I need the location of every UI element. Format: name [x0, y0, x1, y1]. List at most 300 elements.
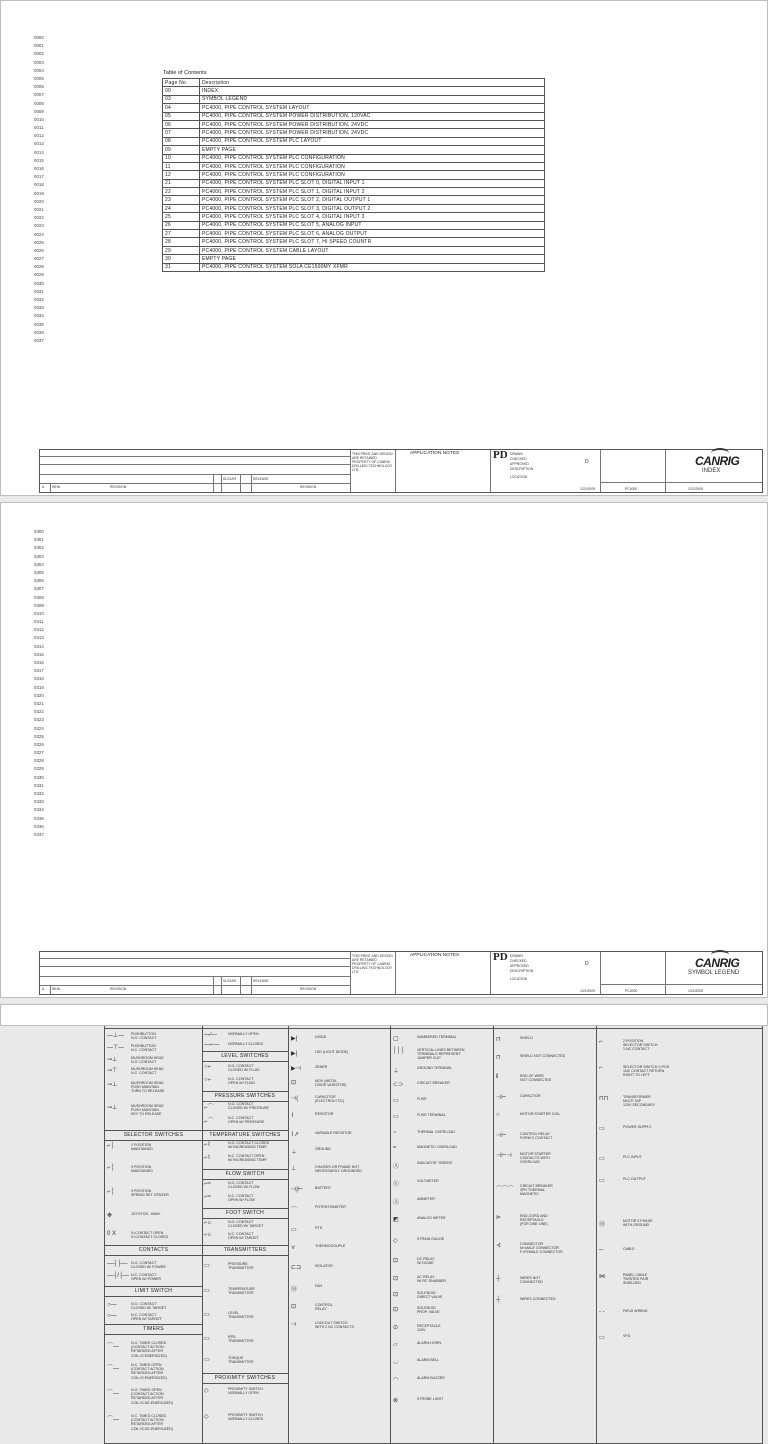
- toc-row: [163, 104, 545, 112]
- row-number: 0321: [34, 700, 44, 706]
- legend-item-label: END-CORD AND RECEPTACLE (FOR ONE LINE): [520, 1214, 548, 1227]
- row-number: 0330: [34, 774, 44, 780]
- legend-item-label: PROXIMITY SWITCH NORMALLY CLOSED: [228, 1413, 264, 1422]
- legend-symbol-icon: ‖: [496, 1074, 499, 1080]
- row-number: 0022: [34, 215, 44, 221]
- legend-item-label: MUSHROOM HEAD N.O. CONTACT: [131, 1056, 164, 1065]
- drawing-name: INDEX: [702, 468, 721, 474]
- toc-description: PC4000, PIPE CONTROL SYSTEM PLC SLOT 1, DIGITAL INPUT 2: [200, 188, 545, 196]
- legend-item-label: SOLENOID PROP. VALVE: [417, 1306, 440, 1315]
- legend-symbol-icon: ⊰: [496, 1243, 502, 1249]
- row-number: 0317: [34, 668, 44, 674]
- legend-symbol-icon: ⌇↗: [291, 1132, 299, 1138]
- toc-description: PC4000, PIPE CONTROL SYSTEM PLC LAYOUT: [200, 137, 545, 145]
- legend-item-label: 2 POSITION SELECTOR SWITCH 1 NC CONTACT: [623, 1039, 658, 1052]
- legend-symbol-icon: ⌒—: [107, 1344, 120, 1350]
- legend-item-label: ALARM BUZZER: [417, 1376, 445, 1380]
- drawn-label: DRAWN: [510, 954, 523, 958]
- legend-symbol-icon: ◩: [393, 1217, 399, 1223]
- toc-description: EMPTY PAGE: [200, 255, 545, 263]
- legend-item-label: N.O. CONTACT CLOSED W/ INCREASING TEMP.: [228, 1141, 270, 1150]
- legend-symbol-icon: ⊸⊥: [107, 1057, 118, 1063]
- legend-item-label: N.O. TIMED CLOSED (CONTACT ACTION RETARDED AFTER COIL IS ENERGIZED): [131, 1341, 167, 1358]
- row-numbers: [34, 528, 44, 839]
- legend-item-label: 2 POSITION MAINTAINED: [131, 1143, 153, 1152]
- header-pressure-switches: PRESSURE SWITCHES: [202, 1091, 288, 1102]
- legend-symbol-icon: ~: [393, 1130, 397, 1136]
- legend-item-label: SELECTOR SWITCH 2-POS 1NC CONTACT RETURN RIGHT TO LEFT: [623, 1065, 670, 1078]
- rev-initials: WHA: [52, 987, 60, 991]
- legend-item-label: DIODE: [315, 1035, 327, 1039]
- legend-symbol-icon: ⌐≈: [204, 1194, 211, 1200]
- toc-page-number: 00: [163, 87, 200, 95]
- toc-description: PC4000, PIPE CONTROL SYSTEM POWER DISTRIBUTION, 24VDC: [200, 129, 545, 137]
- row-number: 0013: [34, 141, 44, 147]
- header-selector-switches: SELECTOR SWITCHES: [105, 1130, 202, 1141]
- legend-item-label: VFD: [623, 1334, 631, 1338]
- legend-item-label: MOTOR 3 PHASE WITH GROUND: [623, 1219, 653, 1228]
- toc-description: SYMBOL LEGEND: [200, 95, 545, 103]
- toc-row: [163, 221, 545, 229]
- legend-symbol-icon: ⌐: [599, 1039, 603, 1045]
- revision-label-2: REVISION: [300, 485, 317, 489]
- rev-date: 01/21/09: [223, 477, 237, 481]
- toc-page-number: 09: [163, 146, 200, 154]
- toc-row: [163, 87, 545, 95]
- row-number: 0303: [34, 553, 44, 559]
- legend-symbol-icon: ⊓⊓: [599, 1096, 609, 1102]
- row-number: 0007: [34, 92, 44, 98]
- row-number: 0000: [34, 35, 44, 40]
- legend-item-label: N.C. CONTACT OPEN W/ PRESSURE: [228, 1116, 265, 1125]
- legend-symbol-icon: ◇: [204, 1388, 209, 1394]
- header-contacts: CONTACTS: [105, 1245, 202, 1256]
- toc-page-number: 05: [163, 112, 200, 120]
- legend-symbol-icon: - -: [599, 1309, 605, 1315]
- symbol-legend-grid: [104, 1018, 763, 1444]
- legend-symbol-icon: ✥: [107, 1213, 113, 1219]
- row-number: 0036: [34, 329, 44, 335]
- toc-row: [163, 154, 545, 162]
- row-number: 0025: [34, 239, 44, 245]
- legend-item-label: 3 POSITION MAINTAINED: [131, 1165, 153, 1174]
- sheet-size: D: [585, 459, 589, 465]
- row-number: 0032: [34, 297, 44, 302]
- legend-symbol-icon: │││: [393, 1048, 405, 1054]
- toc-header-row: [163, 79, 545, 87]
- legend-symbol-icon: Ⓐ: [393, 1164, 400, 1170]
- legend-item-label: CIRCUIT BREAKER 3PH THERMAL MAGNETIC: [520, 1184, 553, 1197]
- row-number: 0035: [34, 321, 44, 327]
- legend-symbol-icon: ⌇: [291, 1113, 294, 1119]
- legend-symbol-icon: ⌐⌇: [204, 1155, 211, 1161]
- legend-symbol-icon: ⊣: [291, 1322, 297, 1328]
- row-number: 0316: [34, 660, 44, 665]
- toc-row: [163, 129, 545, 137]
- row-number: 0027: [34, 256, 44, 262]
- legend-symbol-icon: ◡: [393, 1359, 399, 1365]
- row-number: 0300: [34, 529, 44, 534]
- legend-item-label: ALARM BELL: [417, 1358, 440, 1362]
- legend-item-label: PLC INPUT: [623, 1155, 642, 1159]
- revision-label: REVISION: [110, 987, 127, 991]
- legend-item-label: MOTOR STARTER COIL: [520, 1112, 561, 1116]
- header-limit-switch: LIMIT SWITCH: [105, 1286, 202, 1297]
- toc-row: [163, 188, 545, 196]
- table-of-contents: [162, 78, 545, 272]
- header-transmitters: TRANSMITTERS: [202, 1245, 288, 1256]
- legend-item-label: END OF WIRE NOT CONNECTED: [520, 1074, 552, 1083]
- toc-row: [163, 238, 545, 246]
- legend-symbol-icon: ▱: [393, 1342, 398, 1348]
- row-number: 0033: [34, 305, 44, 311]
- legend-symbol-icon: ⊗: [393, 1398, 399, 1404]
- legend-symbol-icon: ⊡: [393, 1258, 399, 1264]
- row-number: 0002: [34, 51, 44, 57]
- row-number: 0320: [34, 692, 44, 698]
- legend-item-label: CONTROL RELAY FORM C CONTACT: [520, 1132, 553, 1141]
- pd-mark: PD: [493, 449, 508, 461]
- legend-item-label: POWER SUPPLY: [623, 1125, 652, 1129]
- legend-item-label: NUMBERED TERMINAL: [417, 1035, 457, 1039]
- legend-item-label: N.C. CONTACT OPEN W/ INCREASING TEMP.: [228, 1154, 268, 1163]
- legend-symbol-icon: —┤├—: [107, 1261, 128, 1267]
- legend-symbol-icon: ⌐│: [107, 1165, 115, 1171]
- copyright-note: THIS PRINT AND DESIGN ARE RETAINED PROPERTY OF CANRIG DRILLING TECHNOLOGY LTD.: [352, 954, 393, 974]
- toc-row: [163, 95, 545, 103]
- toc-row: [163, 196, 545, 204]
- row-number: 0009: [34, 108, 44, 114]
- legend-item-label: VOLTMETER: [417, 1179, 439, 1183]
- legend-item-label: JOYSTICK, 4WAY: [131, 1212, 161, 1216]
- toc-description: PC4000, PIPE CONTROL SYSTEM CABLE LAYOUT: [200, 246, 545, 254]
- row-number: 0021: [34, 206, 44, 212]
- toc-description: PC4000, PIPE CONTROL SYSTEM POWER DISTRIBUTION, 120VAC: [200, 112, 545, 120]
- legend-item-label: FAN: [315, 1284, 322, 1288]
- row-number: 0306: [34, 578, 44, 584]
- pd-mark: PD: [493, 951, 508, 963]
- legend-item-label: PRESSURE TRANSMITTER: [228, 1262, 254, 1271]
- row-number: 0031: [34, 288, 44, 294]
- row-number: 0017: [34, 174, 44, 180]
- row-number: 0023: [34, 223, 44, 229]
- legend-item-label: AC RELAY W/ RC SNUBBER: [417, 1275, 446, 1284]
- toc-page-number: 12: [163, 171, 200, 179]
- legend-item-label: ISOLATOR: [315, 1264, 333, 1268]
- application-notes-label: APPLICATION NOTES: [410, 953, 460, 958]
- legend-symbol-icon: ⌐: [599, 1065, 603, 1071]
- legend-symbol-icon: ⋎: [291, 1245, 296, 1251]
- row-number: 0006: [34, 84, 44, 90]
- legend-symbol-icon: ⊣⊢: [496, 1133, 507, 1139]
- legend-symbol-icon: ◇: [204, 1414, 209, 1420]
- toc-row: [163, 120, 545, 128]
- row-number: 0324: [34, 725, 44, 731]
- row-number: 0004: [34, 67, 44, 73]
- legend-symbol-icon: ⊸⊥: [107, 1105, 118, 1111]
- legend-item-label: CAPACITOR (ELECTROLYTIC): [315, 1095, 345, 1104]
- legend-symbol-icon: ○: [496, 1112, 500, 1118]
- legend-item-label: MOTOR STARTER CONTACTS WITH OVERLOAD: [520, 1152, 551, 1165]
- legend-item-label: ZENER: [315, 1065, 328, 1069]
- toc-description: PC4000, PIPE CONTROL SYSTEM PLC SLOT 6, ANALOG OUTPUT: [200, 230, 545, 238]
- toc-row: [163, 146, 545, 154]
- row-number: 0335: [34, 815, 44, 821]
- legend-item-label: ALARM HORN: [417, 1341, 441, 1345]
- legend-symbol-icon: ┼: [496, 1276, 501, 1282]
- row-number: 0024: [34, 231, 44, 237]
- legend-symbol-icon: ▭: [599, 1156, 605, 1162]
- toc-description: PC4000, PIPE CONTROL SYSTEM PLC CONFIGURATION: [200, 171, 545, 179]
- toc-page-number: 21: [163, 179, 200, 187]
- legend-item-label: RECEPTACLE 120V: [417, 1324, 441, 1333]
- drawing-sheet-next: [0, 1004, 768, 1026]
- row-number: 0028: [34, 264, 44, 270]
- legend-item-label: VARIABLE RESISTOR: [315, 1131, 352, 1135]
- legend-symbol-icon: —∕—: [204, 1032, 218, 1038]
- legend-symbol-icon: ⋈: [599, 1274, 605, 1280]
- rev-letter: A: [42, 485, 45, 489]
- legend-item-label: NORMALLY OPEN: [228, 1032, 259, 1036]
- legend-item-label: TRANSFORMER MULTI TAP 120V SECONDARY: [623, 1095, 656, 1108]
- legend-symbol-icon: ⊂⊃: [393, 1082, 404, 1088]
- legend-item-label: BATTERY: [315, 1186, 332, 1190]
- drawing-name: SYMBOL LEGEND: [688, 970, 740, 976]
- legend-item-label: MUSHROOM HEAD N.C. CONTACT: [131, 1067, 164, 1076]
- toc-title: Table of Contents: [163, 70, 207, 76]
- date-value: 1/21/2009: [580, 989, 596, 993]
- column-misc-1: [493, 1019, 597, 1443]
- row-number: 0034: [34, 313, 44, 319]
- legend-symbol-icon: ▭: [599, 1178, 605, 1184]
- toc-page-number: 27: [163, 230, 200, 238]
- toc-row: [163, 255, 545, 263]
- legend-symbol-icon: ▶⊣: [291, 1066, 301, 1072]
- legend-item-label: N.O. TIMED OPEN (CONTACT ACTION RETARDED AFTER COIL IS DE-ENERGIZED): [131, 1388, 173, 1405]
- row-number: 0315: [34, 651, 44, 657]
- toc-row: [163, 213, 545, 221]
- legend-item-label: N.C. TIMED OPEN (CONTACT ACTION RETARDED AFTER COIL IS ENERGIZED): [131, 1363, 167, 1380]
- toc-description: PC4000, PIPE CONTROL SYSTEM SOLA CE1500MY XFMR: [200, 263, 545, 271]
- toc-page-number: 30: [163, 255, 200, 263]
- legend-symbol-icon: ⊏⊐: [291, 1265, 302, 1271]
- legend-symbol-icon: ⌒—: [107, 1366, 120, 1372]
- toc-page-number: 06: [163, 120, 200, 128]
- row-number: 0334: [34, 807, 44, 813]
- date-value-2: 1/21/2009: [688, 487, 704, 491]
- drawn-label: DRAWN: [510, 452, 523, 456]
- legend-symbol-icon: Ⓐ: [393, 1200, 400, 1206]
- legend-item-label: THERMAL OVERLOAD: [417, 1130, 456, 1134]
- row-number: 0010: [34, 116, 44, 122]
- row-number: 0003: [34, 59, 44, 65]
- legend-symbol-icon: ▭: [291, 1227, 297, 1233]
- row-number: 0313: [34, 635, 44, 641]
- canrig-logo: CANRIG: [695, 454, 739, 468]
- legend-symbol-icon: ┼: [496, 1297, 501, 1303]
- legend-item-label: STRAIN GAUGE: [417, 1237, 445, 1241]
- toc-page-number: 24: [163, 204, 200, 212]
- legend-symbol-icon: ⌒—: [107, 1391, 120, 1397]
- row-number: 0337: [34, 831, 44, 837]
- legend-symbol-icon: ▭: [599, 1126, 605, 1132]
- row-number: 0328: [34, 758, 44, 764]
- legend-symbol-icon: ⌒⌒⌒: [496, 1187, 515, 1193]
- row-number: 0326: [34, 741, 44, 747]
- revision-label-2: REVISION: [300, 987, 317, 991]
- row-number: 0333: [34, 799, 44, 805]
- legend-item-label: GROUND TERMINAL: [417, 1066, 453, 1070]
- toc-page-number: 31: [163, 263, 200, 271]
- toc-description: PC4000, PIPE CONTROL SYSTEM LAYOUT: [200, 104, 545, 112]
- toc-page-number: 07: [163, 129, 200, 137]
- legend-item-label: LED (LIGHT DIODE): [315, 1050, 349, 1054]
- legend-item-label: VERTICAL LINES BETWEEN TERMINALS REPRESENT JUMPER CLIP: [417, 1048, 465, 1061]
- legend-symbol-icon: Ⓜ: [291, 1287, 298, 1293]
- legend-item-label: 0=CONTACT OPEN X=CONTACT CLOSED: [131, 1231, 169, 1240]
- release-label: RELEASE: [253, 477, 269, 481]
- drawing-sheet-index: [0, 0, 768, 496]
- row-number: 0314: [34, 643, 44, 649]
- row-number: 0323: [34, 717, 44, 723]
- legend-item-label: SHIELD: [520, 1036, 533, 1040]
- project-value: PC4000: [625, 487, 638, 491]
- row-number: 0001: [34, 43, 44, 49]
- legend-symbol-icon: ⏚: [393, 1069, 400, 1075]
- legend-item-label: SOLENOID DIRECT VALVE: [417, 1291, 443, 1300]
- row-number: 0037: [34, 337, 44, 343]
- toc-row: [163, 179, 545, 187]
- application-notes-label: APPLICATION NOTES: [410, 451, 460, 456]
- header-flow-switch: FLOW SWITCH: [202, 1169, 288, 1180]
- row-number: 0329: [34, 766, 44, 772]
- legend-item-label: MAGNETIC OVERLOAD: [417, 1145, 457, 1149]
- row-number: 0332: [34, 791, 44, 796]
- toc-row: [163, 171, 545, 179]
- toc-row: [163, 137, 545, 145]
- legend-symbol-icon: ▭: [204, 1288, 210, 1294]
- row-number: 0018: [34, 182, 44, 188]
- legend-symbol-icon: ▶|: [291, 1036, 298, 1042]
- row-number: 0308: [34, 594, 44, 600]
- legend-symbol-icon: —⊤—: [107, 1045, 125, 1051]
- legend-symbol-icon: ⊡: [291, 1304, 297, 1310]
- legend-item-label: GROUND: [315, 1147, 331, 1151]
- row-number: 0327: [34, 750, 44, 756]
- legend-symbol-icon: ⊸⊥: [107, 1082, 118, 1088]
- row-number: 0012: [34, 133, 44, 139]
- location-label: LOCATION: [510, 977, 528, 981]
- release-label: RELEASE: [253, 979, 269, 983]
- legend-symbol-icon: 0 X: [107, 1231, 117, 1237]
- legend-item-label: MUSHROOM HEAD PUSH MAINTAIN TURN TO RELEASE: [131, 1081, 165, 1094]
- header-level-switches: LEVEL SWITCHES: [202, 1051, 288, 1062]
- toc-page-number: 25: [163, 213, 200, 221]
- row-number: 0302: [34, 545, 44, 551]
- toc-description: PC4000, PIPE CONTROL SYSTEM PLC SLOT 2, DIGITAL OUTPUT 1: [200, 196, 545, 204]
- legend-symbol-icon: ▭: [204, 1336, 210, 1342]
- legend-item-label: N.O. CONTACT CLOSED W/ FLUID: [228, 1064, 260, 1073]
- row-number: 0026: [34, 247, 44, 253]
- row-number: 0307: [34, 586, 44, 592]
- row-number: 0008: [34, 100, 44, 106]
- project-value: PC4000: [625, 989, 638, 993]
- toc-row: [163, 112, 545, 120]
- legend-item-label: SHIELD NOT CONNECTED: [520, 1054, 566, 1058]
- legend-symbol-icon: ⏚: [291, 1150, 298, 1156]
- legend-symbol-icon: ◠: [393, 1377, 399, 1383]
- toc-page-number: 26: [163, 221, 200, 229]
- toc-page-number: 08: [163, 137, 200, 145]
- toc-description: PC4000, PIPE CONTROL SYSTEM PLC SLOT 3, DIGITAL OUTPUT 2: [200, 204, 545, 212]
- row-number: 0325: [34, 733, 44, 739]
- legend-symbol-icon: ▶|: [291, 1051, 298, 1057]
- legend-item-label: CAPACITOR: [520, 1094, 541, 1098]
- row-number: 0322: [34, 709, 44, 715]
- rev-date: 01/21/09: [223, 979, 237, 983]
- approved-label: APPROVED: [510, 964, 529, 968]
- legend-item-label: PLC OUTPUT: [623, 1177, 646, 1181]
- legend-symbol-icon: ○—: [107, 1313, 117, 1319]
- toc-description: PC4000, PIPE CONTROL SYSTEM PLC SLOT 0, DIGITAL INPUT 1: [200, 179, 545, 187]
- legend-item-label: FIELD WIRING: [623, 1309, 648, 1313]
- legend-item-label: AMMETER: [417, 1197, 435, 1201]
- row-number: 0005: [34, 75, 44, 81]
- legend-item-label: MOV (METAL OXIDE VARISTOR): [315, 1079, 347, 1088]
- toc-row: [163, 230, 545, 238]
- legend-symbol-icon: ⊓: [496, 1055, 501, 1061]
- legend-item-label: TORQUE TRANSMITTER: [228, 1356, 254, 1365]
- legend-item-label: LEVEL TRANSMITTER: [228, 1311, 254, 1320]
- legend-symbol-icon: ▭: [204, 1357, 210, 1363]
- legend-item-label: PUSHBUTTON N.C. CONTACT: [131, 1044, 157, 1053]
- legend-symbol-icon: ◇: [393, 1238, 398, 1244]
- legend-item-label: CONNECTOR M=MALE CONNECTOR F=FEMALE CONNECTOR: [520, 1242, 563, 1255]
- legend-item-label: ANALOG METER: [417, 1216, 446, 1220]
- toc-header-description: Description: [200, 79, 545, 87]
- header-temperature-switches: TEMPERATURE SWITCHES: [202, 1130, 288, 1141]
- legend-item-label: WIRES CONNECTED: [520, 1297, 556, 1301]
- row-number: 0336: [34, 823, 44, 829]
- legend-symbol-icon: Ⓥ: [393, 1182, 400, 1188]
- legend-symbol-icon: ⊣(: [291, 1096, 299, 1102]
- legend-symbol-icon: ▢: [393, 1036, 399, 1042]
- row-number: 0311: [34, 619, 44, 625]
- legend-symbol-icon: —⊥—: [107, 1033, 125, 1039]
- legend-item-label: CONTROL RELAY: [315, 1303, 333, 1312]
- toc-row: [163, 204, 545, 212]
- legend-symbol-icon: ○⌐: [204, 1064, 212, 1070]
- row-number: 0319: [34, 684, 44, 690]
- legend-item-label: N.C. CONTACT OPEN W/ POWER: [131, 1273, 162, 1282]
- toc-description: PC4000, PIPE CONTROL SYSTEM PLC CONFIGURATION: [200, 162, 545, 170]
- legend-symbol-icon: ⌐⌒: [204, 1119, 214, 1125]
- legend-item-label: N.C. CONTACT OPEN W/ FLOW: [228, 1194, 255, 1203]
- legend-item-label: POTENTIOMETER: [315, 1205, 346, 1209]
- toc-page-number: 04: [163, 104, 200, 112]
- legend-item-label: THERMOCOUPLE: [315, 1244, 346, 1248]
- row-number: 0310: [34, 610, 44, 616]
- canrig-logo: CANRIG: [695, 956, 739, 970]
- row-number: 0011: [34, 125, 44, 131]
- toc-page-number: 03: [163, 95, 200, 103]
- rev-letter: A: [42, 987, 45, 991]
- legend-item-label: N.C. CONTACT OPEN W/ TARGET: [228, 1232, 259, 1241]
- row-number: 0331: [34, 782, 44, 788]
- legend-item-label: WIRES NOT CONNECTED: [520, 1276, 543, 1285]
- legend-symbol-icon: ⌐│: [107, 1189, 115, 1195]
- toc-page-number: 29: [163, 246, 200, 254]
